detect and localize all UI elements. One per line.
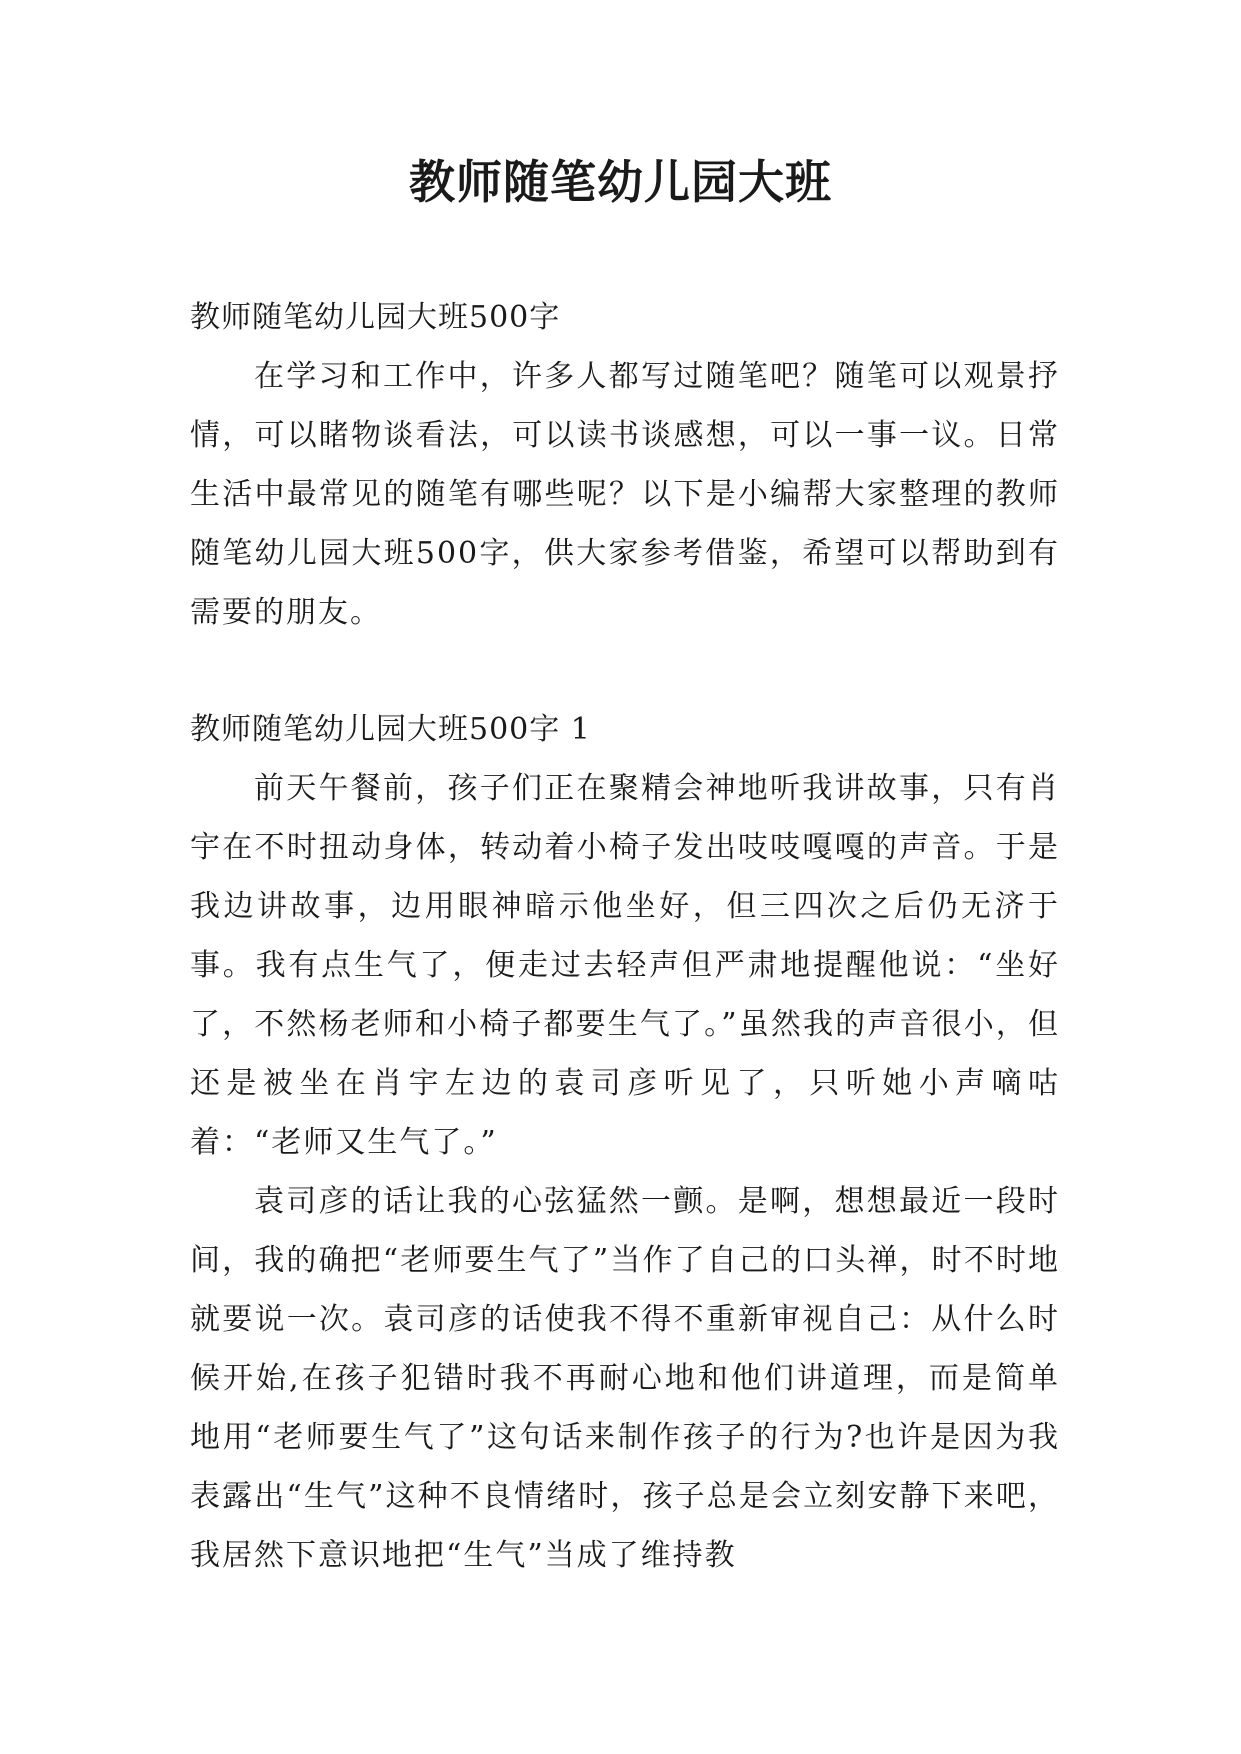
intro-heading: 教师随笔幼儿园大班500字 (190, 300, 561, 335)
section-heading: 教师随笔幼儿园大班500字 1 (190, 712, 591, 747)
section-paragraph-2: 袁司彦的话让我的心弦猛然一颤。是啊，想想最近一段时间，我的确把“老师要生气了”当作了自己的口头禅，时不时地就要说一次。袁司彦的话使我不得不重新审视自己：从什么时候开始,在孩子犯错时我不再耐心地和他们讲道理，而是简单地用“老师要生气了”这句话来制作孩子的行为?也许是因为我表露出“生气”这种不良情绪时，孩子总是会立刻安静下来吧，我居然下意识地把“生气”当成了维持教 (190, 1184, 1060, 1573)
intro-paragraph: 在学习和工作中，许多人都写过随笔吧？随笔可以观景抒情，可以睹物谈看法，可以读书谈感想，可以一事一议。日常生活中最常见的随笔有哪些呢？以下是小编帮大家整理的教师随笔幼儿园大班500字，供大家参考借鉴，希望可以帮助到有需要的朋友。 (190, 359, 1060, 630)
document-body (190, 288, 1060, 1585)
document-title: 教师随笔幼儿园大班 (409, 155, 832, 209)
section-paragraph-1: 前天午餐前，孩子们正在聚精会神地听我讲故事，只有肖宇在不时扭动身体，转动着小椅子发出吱吱嘎嘎的声音。于是我边讲故事，边用眼神暗示他坐好，但三四次之后仍无济于事。我有点生气了，便走过去轻声但严肃地提醒他说：“坐好了，不然杨老师和小椅子都要生气了。”虽然我的声音很小，但还是被坐在肖宇左边的袁司彦听见了，只听她小声嘀咕着：“老师又生气了。” (190, 771, 1060, 1160)
